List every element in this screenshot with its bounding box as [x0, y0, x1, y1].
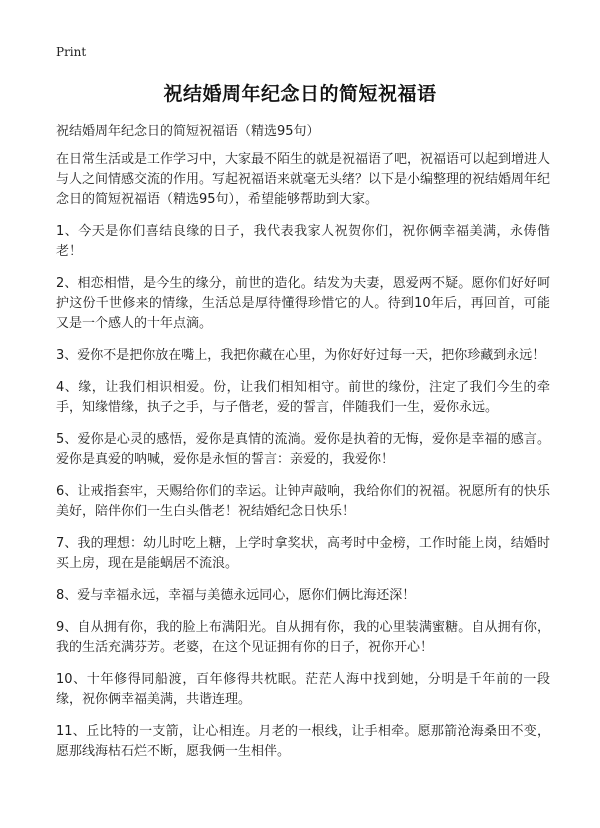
page-title: 祝结婚周年纪念日的简短祝福语	[163, 83, 437, 105]
blessing-item-11: 11、丘比特的一支箭，让心相连。月老的一根线，让手相牵。愿那箭沧海桑田不变，愿那线海枯石烂不断，愿我俩一生相伴。	[56, 724, 550, 759]
print-link[interactable]: Print	[56, 45, 87, 59]
blessing-item-1: 1、今天是你们喜结良缘的日子，我代表我家人祝贺你们，祝你俩幸福美满，永俦偕老！	[56, 224, 550, 259]
document-subtitle: 祝结婚周年纪念日的简短祝福语（精选95句）	[56, 124, 320, 139]
blessing-item-8: 8、爱与幸福永远，幸福与美德永远同心，愿你们俩比海还深！	[56, 588, 416, 603]
blessing-item-4: 4、缘，让我们相识相爱。份，让我们相知相守。前世的缘份，注定了我们今生的牵手，知缘惜缘，执子之手，与子偕老，爱的誓言，伴随我们一生，爱你永远。	[56, 380, 550, 415]
intro-paragraph: 在日常生活或是工作学习中，大家最不陌生的就是祝福语了吧，祝福语可以起到增进人与人之间情感交流的作用。写起祝福语来就毫无头绪？以下是小编整理的祝结婚周年纪念日的简短祝福语（精选95句），希望能够帮助到大家。	[56, 152, 551, 207]
blessing-item-3: 3、爱你不是把你放在嘴上，我把你藏在心里，为你好好过每一天，把你珍藏到永远！	[56, 348, 546, 363]
document-body	[56, 150, 550, 774]
blessing-item-7: 7、我的理想：幼儿时吃上糖，上学时拿奖状，高考时中金榜，工作时能上岗，结婚时买上房，现在是能蜗居不流浪。	[56, 536, 550, 571]
blessing-item-5: 5、爱你是心灵的感悟，爱你是真情的流淌。爱你是执着的无悔，爱你是幸福的感言。爱你是真爱的呐喊，爱你是永恒的誓言：亲爱的，我爱你！	[56, 432, 550, 467]
blessing-item-6: 6、让戒指套牢，天赐给你们的幸运。让钟声敲响，我给你们的祝福。祝愿所有的快乐美好，陪伴你们一生白头偕老！祝结婚纪念日快乐！	[56, 484, 550, 519]
blessing-item-2: 2、相恋相惜，是今生的缘分，前世的造化。结发为夫妻，恩爱两不疑。愿你们好好呵护这份千世修来的情缘，生活总是厚待懂得珍惜它的人。待到10年后，再回首，可能又是一个感人的十年点滴。	[56, 276, 550, 331]
blessing-item-9: 9、自从拥有你，我的脸上布满阳光。自从拥有你，我的心里装满蜜糖。自从拥有你，我的生活充满芬芳。老婆，在这个见证拥有你的日子，祝你开心！	[56, 620, 550, 655]
blessing-item-10: 10、十年修得同船渡，百年修得共枕眠。茫茫人海中找到她，分明是千年前的一段缘，祝你俩幸福美满，共谐连理。	[56, 672, 550, 707]
